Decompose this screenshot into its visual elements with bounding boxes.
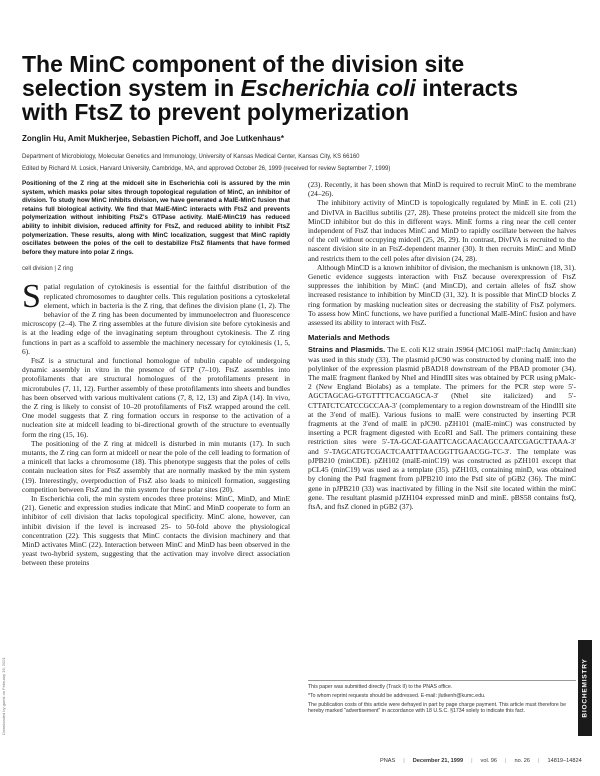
author-list: Zonglin Hu, Amit Mukherjee, Sebastien Pichoff, and Joe Lutkenhaus* [22, 134, 284, 143]
download-margin-note: Downloaded by guest on February 16, 2021 [1, 657, 6, 735]
paragraph: FtsZ is a structural and functional homologue of tubulin capable of undergoing dynamic assembly in vitro in the presence of GTP (7–10). FtsZ assembles into protofilaments that are structural homologues of the protofilaments present in microtubules (7, 11, 12). Further assembly of these protofilaments into sheets and bundles has been observed with various multivalent cations (7, 8, 12, 13) and ZipA (14). In vivo, the Z ring is likely to consist of 10–20 protofilaments of FtsZ wrapped around the cell. One model suggests that Z ring formation occurs in response to the activation of a nucleation site at midcell leading to bi-directional growth of the structure to eventually form the ring (15, 16). [22, 355, 290, 439]
page-range: 14819–14824 [547, 758, 582, 764]
right-column [308, 180, 576, 511]
run-in-heading: Strains and Plasmids. [308, 345, 386, 355]
article-title [22, 52, 542, 124]
footnote: The publication costs of this article were defrayed in part by page charge payment. This article must therefore be hereby marked "advertisement" in accordance with 18 U.S.C. §1734 solely to indicate this fact. [308, 701, 566, 715]
issue-date: December 21, 1999 [412, 758, 464, 764]
separator: | [403, 758, 405, 764]
section-side-tab [578, 640, 592, 736]
page-footer [380, 758, 580, 764]
title-part-2: interacts with FtsZ to prevent polymerization [22, 75, 518, 125]
journal-name: PNAS [380, 758, 396, 764]
section-heading: Materials and Methods [308, 333, 390, 343]
left-column [22, 180, 290, 568]
title-part-1: The MinC component of the division site selection system in [22, 51, 465, 101]
left-body-text [22, 278, 290, 568]
keywords: cell division | Z ring [22, 266, 73, 273]
footnote: *To whom reprint requests should be addressed. E-mail: jlutkenh@kumc.edu. [308, 692, 486, 699]
drop-cap: S [22, 278, 41, 316]
side-tab-label: BIOCHEMISTRY [581, 658, 589, 718]
separator: | [538, 758, 540, 764]
separator: | [505, 758, 507, 764]
paragraph: Spatial regulation of cytokinesis is essential for the faithful distribution of the replicated chromosomes to daughter cells. This regulation positions a cytoskeletal element, which in bacteria is the Z ring, that defines the division plane (1, 2). The behavior of the Z ring has been documented by immunoelectron and fluorescence microscopy (2–4). The Z ring assembles at the future division site before cytokinesis and is at the leading edge of the invaginating septum throughout cytokinesis. The Z ring functions in part as a scaffold to assemble the machinery necessary for cytokinesis (1, 5, 6). [22, 278, 290, 356]
abstract: Positioning of the Z ring at the midcell site in Escherichia coli is assured by the min system, which masks polar sites through topological regulation of MinC, an inhibitor of division. To study how MinC inhibits division, we have generated a MalE-MinC fusion that retains full biological activity. We find that MalE-MinC interacts with FtsZ and prevents polymerization without inhibiting FtsZ's GTPase activity. MalE-MinC19 has reduced ability to inhibit division, reduced affinity for FtsZ, and reduced ability to inhibit FtsZ polymerization. These results, along with MinC localization, suggest that MinC rapidly oscillates between the poles of the cell to destabilize FtsZ filaments that have formed before they mature into polar Z rings. [22, 180, 290, 256]
paragraph: In Escherichia coli, the min system encodes three proteins: MinC, MinD, and MinE (21). Genetic and expression studies indicate that MinC and MinD cooperate to form an inhibitor of cell division that lacks topological specificity. MinC alone, however, can inhibit division if the level is increased 25- to 50-fold above the physiological concentration (22). This suggests that MinC contacts the division machinery and that MinD activates MinC (22). Interaction between MinC and MinD has been observed in the yeast two-hybrid system, suggesting that the activation may involve direct association between these proteins [22, 494, 290, 568]
affiliation: Department of Microbiology, Molecular Genetics and Immunology, University of Kansas Medical Center, Kansas City, KS 66160 [22, 154, 360, 160]
footnotes [308, 680, 576, 717]
issue: no. 26 [514, 758, 531, 764]
editor-note: Edited by Richard M. Losick, Harvard University, Cambridge, MA, and approved October 26, 1999 (received for review September 7, 1999) [22, 166, 391, 172]
volume: vol. 96 [480, 758, 498, 764]
separator: | [471, 758, 473, 764]
right-body-text [308, 180, 576, 511]
paragraph: (23). Recently, it has been shown that MinD is required to recruit MinC to the membrane (24–26). [308, 180, 576, 199]
paragraph: The inhibitory activity of MinCD is topologically regulated by MinE in E. coli (21) and DivIVA in Bacillus subtilis (27, 28). These proteins protect the midcell site from the MinCD inhibitor but do this in different ways. MinE forms a ring near the cell center independent of FtsZ that induces MinC and MinD to rapidly oscillate between the halves of the cell without occupying midcell (25, 26, 29). In contrast, DivIVA is recruited to the nascent division site in an FtsZ-dependent manner (30). It then recruits MinC and MinD and restricts them to the cell poles after division (24, 28). [308, 198, 576, 263]
paragraph: Although MinCD is a known inhibitor of division, the mechanism is unknown (18, 31). Genetic evidence suggests interaction with FtsZ because overexpression of FtsZ suppresses the inhibition by MinC (and MinCD), and certain alleles of ftsZ show increased resistance to inhibition by MinCD (31, 32). It is possible that MinCD blocks Z ring formation by masking nucleation sites or decreasing the stability of FtsZ polymers. To assess how MinC functions, we have purified a functional MalE-MinC fusion and have assessed its ability to interact with FtsZ. [308, 262, 576, 328]
title-italic-species: Escherichia coli [240, 75, 416, 101]
paragraph: Strains and Plasmids. The E. coli K12 strain JS964 (MC1061 malP::lacIq Δmin::kan) was used in this study (33). The plasmid pJC90 was constructed by cloning malE into the polylinker of the expression plasmid pBAD18 downstream of the PBAD promoter (34). The malE fragment flanked by NheI and HindIII sites was obtained by PCR using pMalc-2 (New England Biolabs) as a template. The primers for the PCR step were 5′-AGCTAGCAG-GTGTTTTCACGAGCA-3′ (NheI site italicized) and 5′-CTTATCTCATCCGCCAA-3′ (complementary to a region downstream of the HindIII site at the 3′end of malE). Various fusions to malE were constructed by inserting PCR fragments at the 3′end of malE in pJC90. pZH101 (malE-minC) was constructed by inserting a PCR fragment digested with EcoRI and SalI. The primers containing these restriction sites were 5′-TA-GCAT-GAATTCAGCAACAGCCAATCGAGCTTAAA-3′ and 5′-TAGCATGTCGACTCAATTTAACGGTTGAACGG-TC-3′. The template was pJPB210 (minCDE). pZH102 (malE-minC19) was constructed as pZH101 except that pCL45 (minC19) was used as a template (35). pZH103, containing minD, was obtained by cloning the PstI fragment from pJPB210 into the PstI site of pGB2 (36). The minC gene in pJPB210 (33) was inactivated by filling in the NsiI site located within the minC gene. The resultant plasmid pJZH104 expressed minD and minE. pBS58 contains ftsQ, ftsA, and ftsZ cloned in pGB2 (37). [308, 345, 576, 511]
paragraph: The positioning of the Z ring at midcell is disturbed in min mutants (17). In such mutants, the Z ring can form at midcell or near the pole of the cell leading to formation of a minicell that lacks a chromosome (18). This phenotype suggests that the poles of cells contain nucleation sites for FtsZ assembly that are normally masked by the min system (19). Interestingly, overproduction of FtsZ also leads to minicell formation, suggesting competition between FtsZ and the min system for these polar sites (20). [22, 438, 290, 494]
footnote: This paper was submitted directly (Track II) to the PNAS office. [308, 684, 453, 690]
